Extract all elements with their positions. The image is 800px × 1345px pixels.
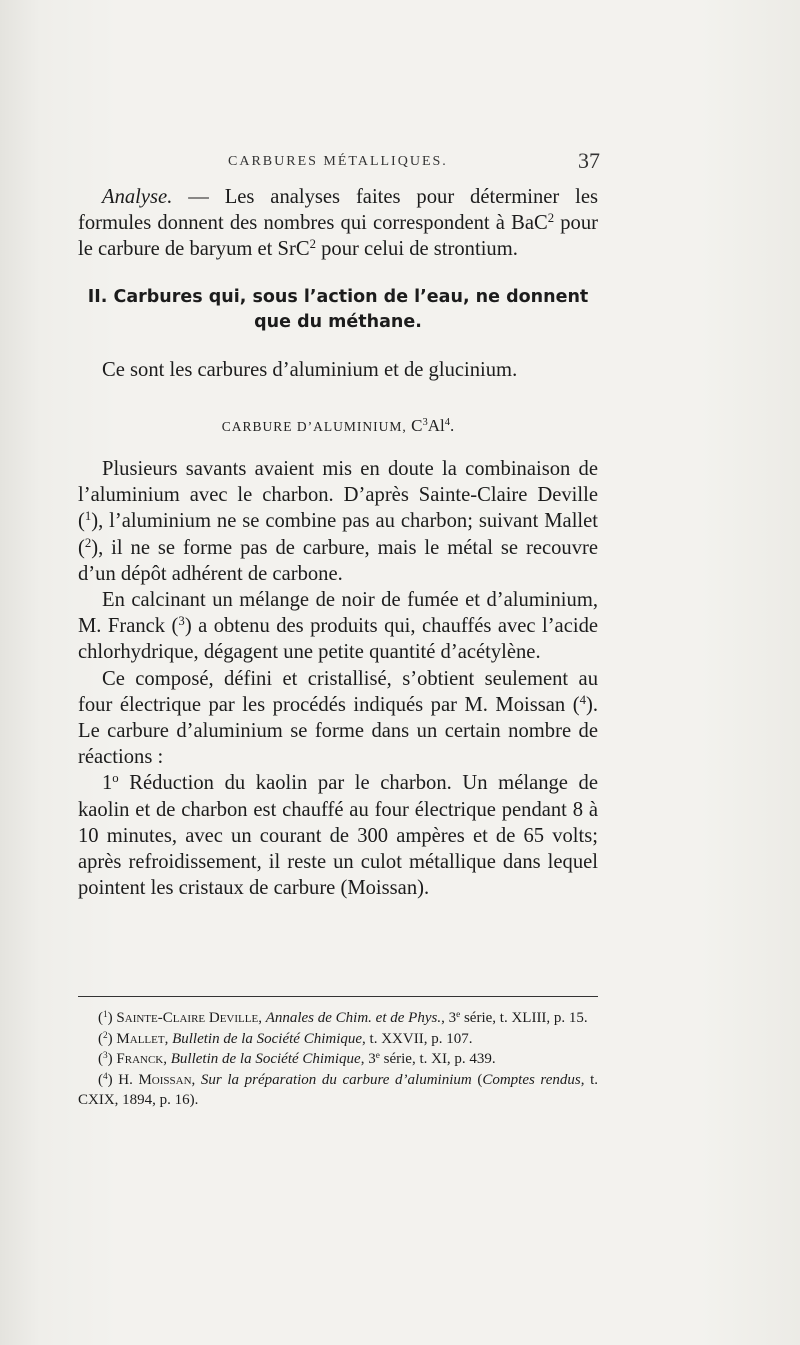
intro-paragraph: Ce sont les carbures d’aluminium et de glucinium.	[102, 358, 518, 381]
section-heading: II. Carbures qui, sous l’action de l’eau, ne donnent que du méthane.	[87, 286, 589, 332]
paragraph-4: 1$^o$ Réduction du kaolin par le charbon. Un mélange de kaolin et de charbon est chauffé au four électrique pendant 8 à 10 minutes, avec un courant de 300 ampères et de 65 volts; après refroidissement, il reste un culot métallique dans lequel pointent les cristaux de carbure (Moissan).	[78, 771, 598, 900]
footnote-ref[interactable]: 4	[579, 692, 586, 707]
footnote-ref[interactable]: 1	[84, 509, 92, 524]
body-text	[78, 184, 598, 901]
page-header	[78, 148, 598, 178]
paragraph-3: Ce composé, défini et cristallisé, s’obtient seulement au four électrique par les procédés indiqués par M. Moissan ($^4$). Le carbure d’aluminium se forme dans un certain nombre de réactions :	[78, 667, 598, 769]
paragraph-1: Plusieurs savants avaient mis en doute la combinaison de l’aluminium avec le charbon. D’après Sainte-Claire Deville ($^1$), l’aluminium ne se combine pas au charbon; suivant Mallet ($^2$), il ne se forme pas de carbure, mais le métal se recouvre d’un dépôt adhérent de carbone.	[78, 458, 598, 585]
footnote-1: ($^1$) Sainte-Claire Deville, Annales de Chim. et de Phys., 3e série, t. XLIII, p. 15.	[98, 1009, 588, 1026]
footnote-ref[interactable]: 2	[84, 535, 92, 550]
analyse-paragraph: Analyse. — Les analyses faites pour déterminer les formules donnent des nombres qui correspondent à BaC$^2$ pour le carbure de baryum et SrC$^2$ pour celui de strontium.	[78, 186, 598, 261]
footnote-2: ($^2$) Mallet, Bulletin de la Société Chimique, t. XXVII, p. 107.	[98, 1030, 473, 1047]
footnote-3: ($^3$) Franck, Bulletin de la Société Chimique, 3e série, t. XI, p. 439.	[98, 1050, 496, 1067]
footnote-divider	[78, 996, 598, 997]
footnote-4: ($^4$) H. Moissan, Sur la préparation du carbure d’aluminium (Comptes rendus, t. CXIX, 1894, p. 16).	[78, 1071, 598, 1108]
sub-heading: CARBURE D’ALUMINIUM, $C^3Al^4$.	[221, 415, 455, 435]
footnotes	[78, 1008, 598, 1111]
analyse-label: Analyse.	[102, 186, 173, 208]
formula: $C^3Al^4$.	[411, 415, 455, 435]
running-title: CARBURES MÉTALLIQUES.	[228, 154, 448, 169]
page-number: 37	[578, 148, 600, 173]
footnote-ref[interactable]: 3	[178, 614, 185, 629]
paragraph-2: En calcinant un mélange de noir de fumée et d’aluminium, M. Franck ($^3$) a obtenu des produits qui, chauffés avec l’acide chlorhydrique, dégagent une petite quantité d’acétylène.	[78, 589, 599, 664]
